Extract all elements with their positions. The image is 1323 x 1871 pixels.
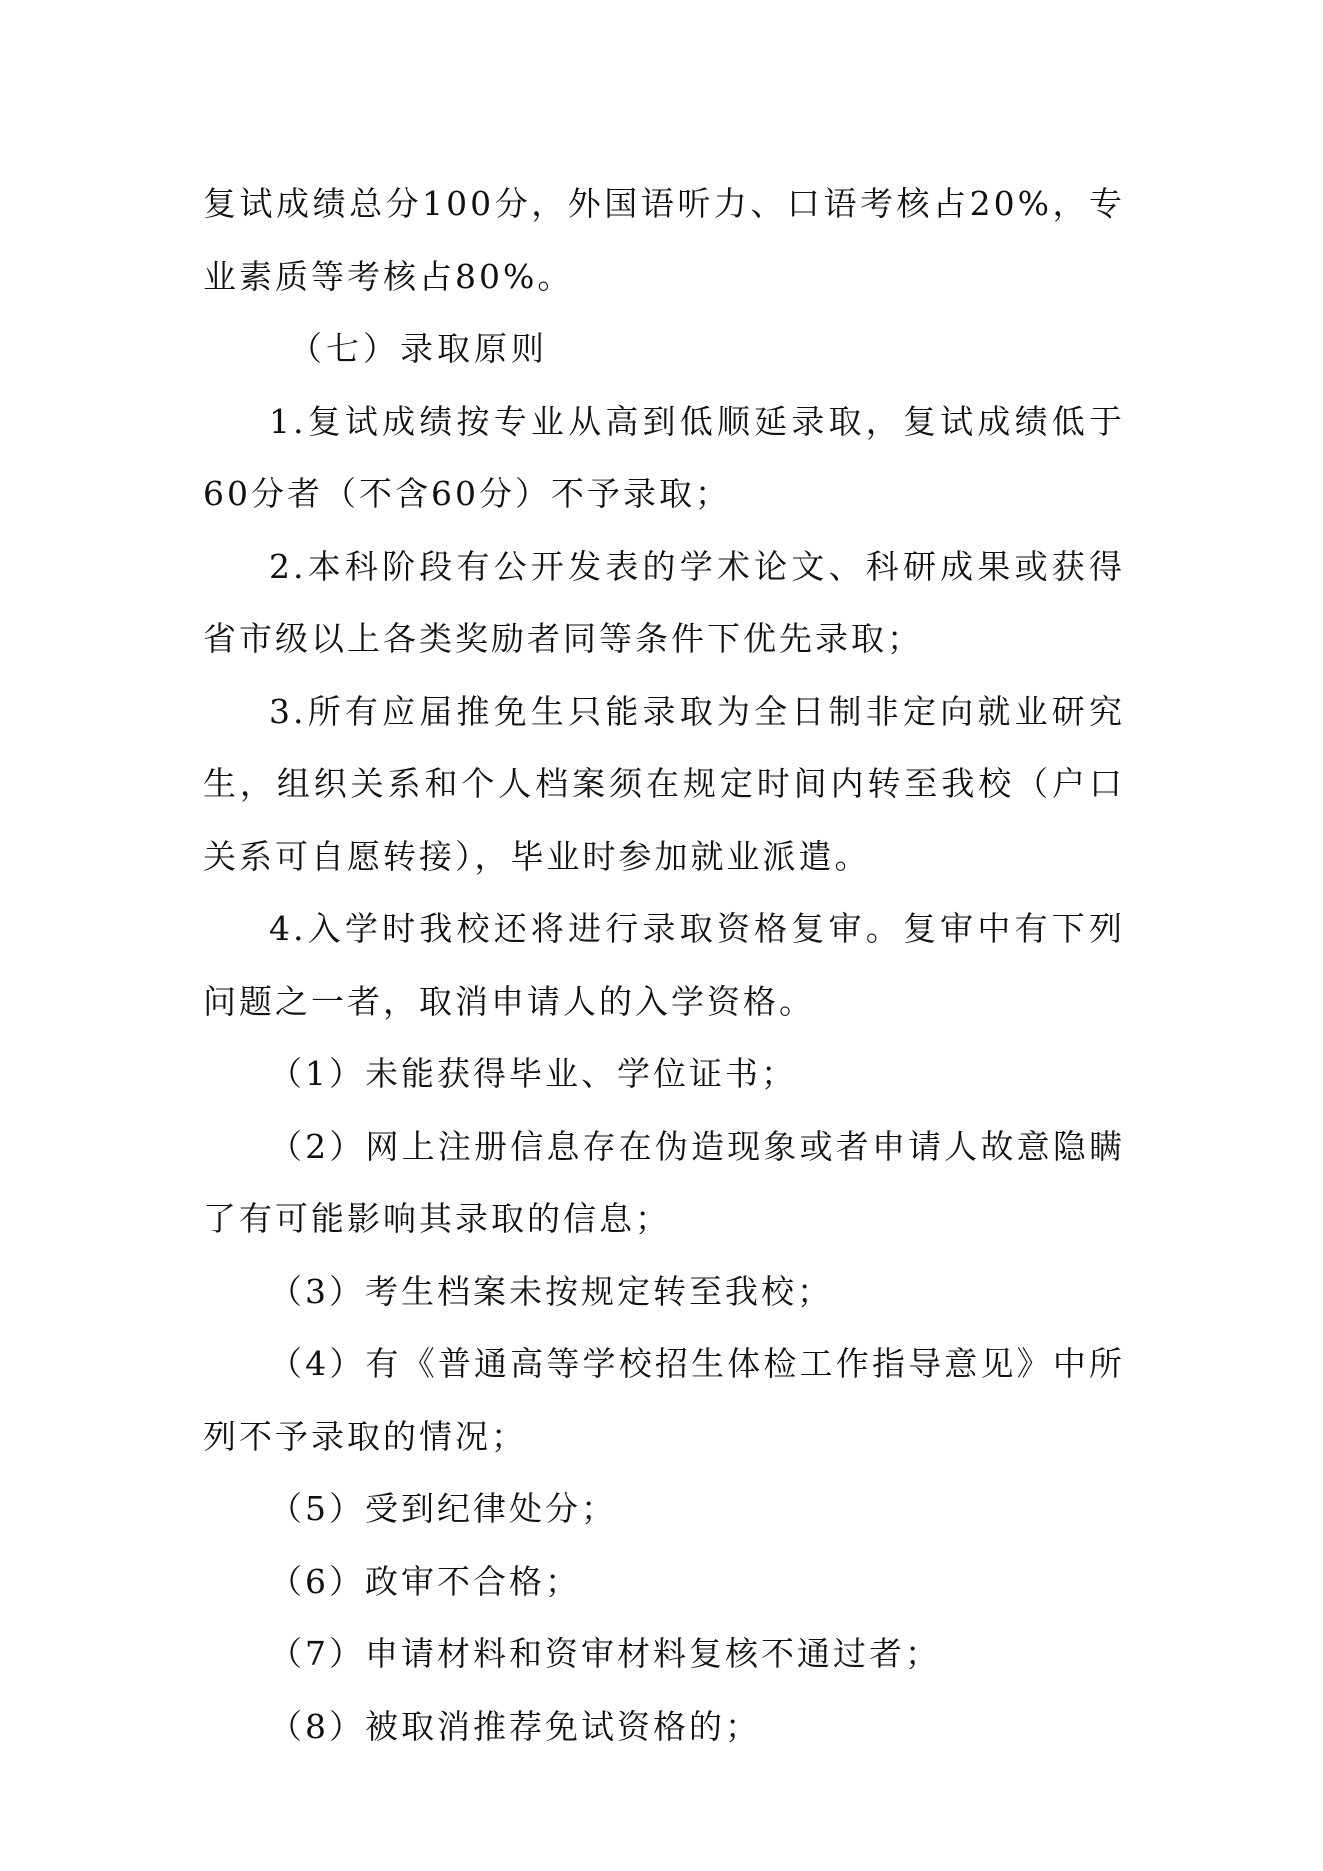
disqualification-item-2: （2）网上注册信息存在伪造现象或者申请人故意隐瞒了有可能影响其录取的信息；: [203, 1126, 1125, 1238]
principle-item-3: 3.所有应届推免生只能录取为全日制非定向就业研究生，组织关系和个人档案须在规定时间内转至我校（户口关系可自愿转接），毕业时参加就业派遣。: [203, 691, 1125, 876]
disqualification-item-3: （3）考生档案未按规定转至我校；: [269, 1271, 833, 1311]
principle-item-2: 2.本科阶段有公开发表的学术论文、科研成果或获得省市级以上各类奖励者同等条件下优先录取；: [203, 546, 1125, 658]
disqualification-item-5: （5）受到纪律处分；: [269, 1489, 617, 1528]
disqualification-item-4: （4）有《普通高等学校招生体检工作指导意见》中所列不予录取的情况；: [203, 1344, 1125, 1456]
section-heading-admission-principles: （七）录取原则: [289, 329, 548, 368]
principle-item-4: 4.入学时我校还将进行录取资格复审。复审中有下列问题之一者，取消申请人的入学资格。: [203, 909, 1125, 1021]
disqualification-item-7: （7）申请材料和资审材料复核不通过者；: [269, 1634, 941, 1673]
disqualification-item-1: （1）未能获得毕业、学位证书；: [269, 1054, 797, 1093]
score-composition-paragraph: 复试成绩总分100分，外国语听力、口语考核占20%，专业素质等考核占80%。: [203, 184, 1125, 296]
principle-item-1: 1.复试成绩按专业从高到低顺延录取，复试成绩低于60分者（不含60分）不予录取；: [203, 401, 1125, 513]
document-body: [203, 168, 1125, 1763]
disqualification-item-6: （6）政审不合格；: [269, 1561, 581, 1601]
disqualification-item-8: （8）被取消推荐免试资格的；: [269, 1706, 761, 1746]
